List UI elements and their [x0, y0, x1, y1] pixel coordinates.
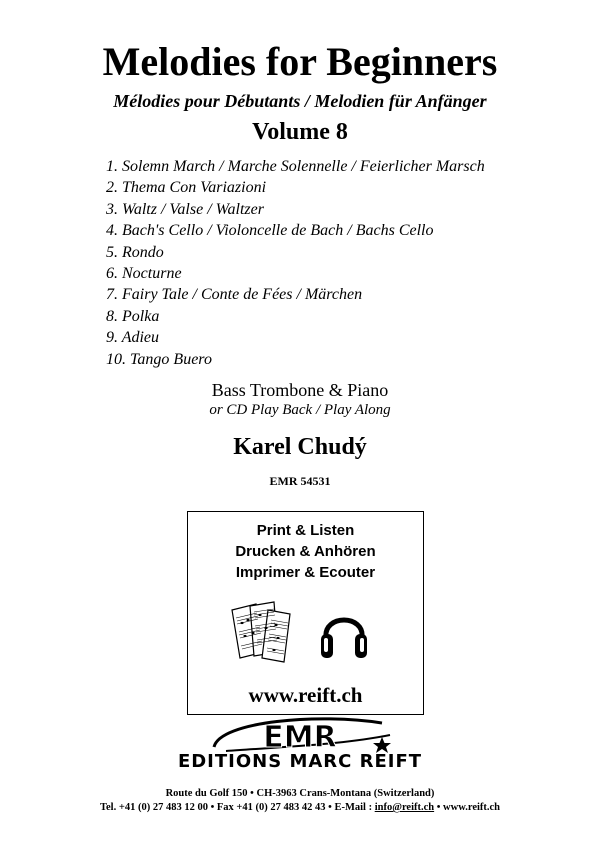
- promo-line-english: Print & Listen: [256, 522, 355, 539]
- instrumentation-note: or CD Play Back / Play Along: [209, 402, 391, 418]
- catalog-number: EMR 54531: [269, 474, 331, 488]
- footer-contact: [0, 801, 600, 815]
- publisher-name: EDITIONS MARC REIFT: [177, 751, 423, 772]
- sheet-music-icon: [228, 600, 300, 666]
- publisher-logo: [150, 713, 450, 788]
- email-link[interactable]: info@reift.ch: [374, 802, 435, 813]
- track-item: 3. Waltz / Valse / Waltzer: [106, 200, 264, 218]
- headphones-icon: [319, 602, 369, 662]
- footer-address: Route du Golf 150 • CH-3963 Crans-Montana (Switzerland): [165, 788, 435, 799]
- track-item: 4. Bach's Cello / Violoncelle de Bach / Bachs Cello: [106, 222, 434, 240]
- track-item: 1. Solemn March / Marche Solennelle / Feierlicher Marsch: [106, 158, 485, 175]
- page-title: Melodies for Beginners: [102, 39, 498, 84]
- emr-logo-text: EMR: [263, 720, 337, 755]
- composer-name: Karel Chudý: [233, 434, 367, 460]
- track-list: [106, 156, 485, 370]
- instrumentation: Bass Trombone & Piano: [211, 380, 389, 400]
- volume-label: Volume 8: [252, 119, 348, 145]
- footer-website: • www.reift.ch: [434, 802, 501, 813]
- promo-line-german: Drucken & Anhören: [235, 543, 376, 560]
- emr-logo-icon: [150, 713, 450, 755]
- track-item: 2. Thema Con Variazioni: [106, 179, 267, 197]
- track-item: 5. Rondo: [106, 243, 164, 261]
- track-item: 6. Nocturne: [106, 265, 182, 283]
- promo-line-french: Imprimer & Ecouter: [235, 564, 376, 581]
- footer-phone-fax: Tel. +41 (0) 27 483 12 00 • Fax +41 (0) 27 483 42 43 • E-Mail :: [99, 802, 375, 813]
- track-item: 9. Adieu: [106, 329, 160, 347]
- website-link[interactable]: www.reift.ch: [248, 683, 363, 707]
- page-subtitle: Mélodies pour Débutants / Melodien für Anfänger: [113, 91, 487, 111]
- track-item: 10. Tango Buero: [106, 350, 212, 368]
- print-listen-box: [187, 511, 424, 715]
- track-item: 7. Fairy Tale / Conte de Fées / Märchen: [106, 286, 363, 304]
- track-item: 8. Polka: [106, 307, 160, 325]
